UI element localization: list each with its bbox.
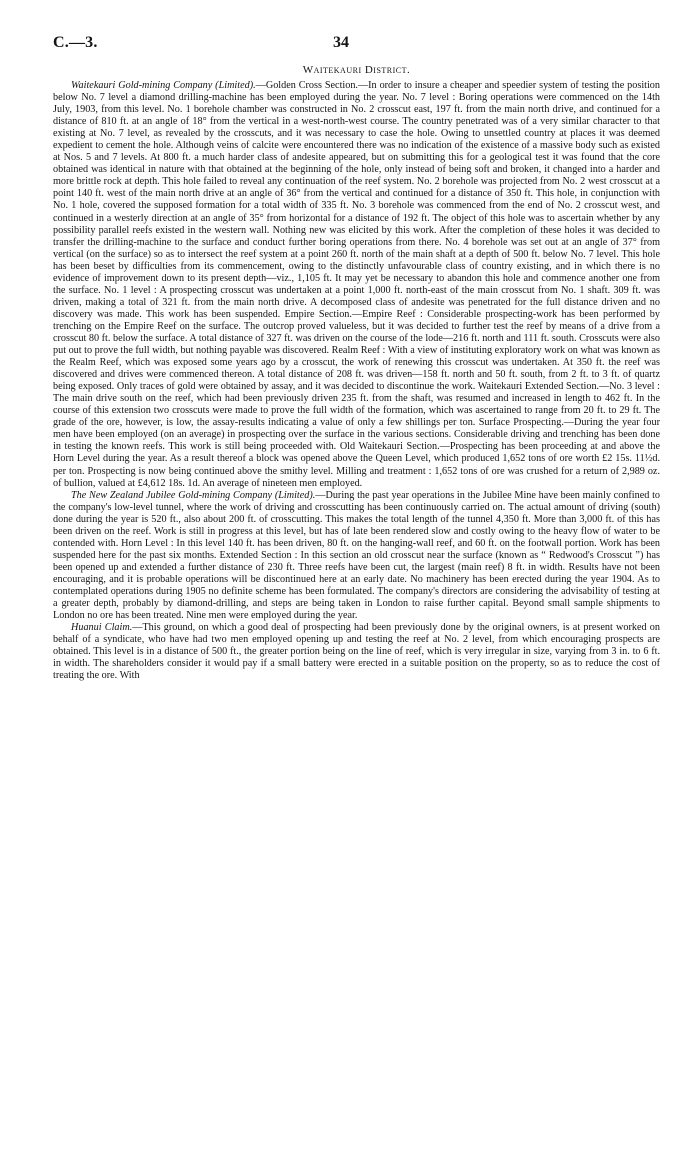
page-header (53, 0, 660, 50)
paragraph-waitekauri (53, 80, 660, 490)
paragraph-jubilee (53, 490, 660, 623)
paragraph-body: —During the past year operations in the Jubilee Mine have been mainly confined to the company's low-level tunnel, where the work of driving and crosscutting has been continuously carried on. The actual amount of driving (south) done during the year is 520 ft., also about 200 ft. of crosscutting. This makes the total length of the tunnel 4,350 ft. More than 3,000 ft. of this has been driven on the reef. Work is still in progress at this level, but has of late been rendered slow and costly owing to the heavy flow of water to be contended with. Horn Level : In this level 140 ft. has been driven, 80 ft. on the hanging-wall reef, and 60 ft. on the footwall portion. Work has been suspended here for the past six months. Extended Section : In this section an old crosscut near the surface (known as “ Redwood's Crosscut ”) has been opened up and extended a further distance of 230 ft. Three reefs have been cut, the largest (main reef) 8 ft. in width. Results have not been encouraging, and it is probable operations will be discontinued here at an early date. No machinery has been erected during the year 1904. As to contemplated operations during 1905 no definite scheme has been formulated. The company's directors are considering the advisability of testing at a greater depth, probably by diamond-drilling, and steps are being taken in London to raise further capital. Beyond small sample shipments to London no ore has been treated. Nine men were employed during the year. (53, 489, 660, 622)
paragraph-body: —This ground, on which a good deal of prospecting had been previously done by the original owners, is at present worked on behalf of a syndicate, who have had two men employed opening up and testing the reef at No. 2 level, from which encouraging prospects are obtained. This level is in a distance of 500 ft., the greater portion being on the line of reef, which is very irregular in size, varying from 3 in. to 6 ft. in width. The shareholders consider it would pay if a small battery were erected in a suitable position on the property, so as to reduce the cost of treating the ore. With (53, 622, 660, 682)
document-code: C.—3. (53, 34, 98, 51)
section-heading: Waitekauri District. (302, 64, 411, 76)
page-number: 34 (333, 34, 349, 51)
paragraph-lead: Waitekauri Gold-mining Company (Limited). (71, 80, 256, 91)
paragraph-body: —Golden Cross Section.—In order to insure a cheaper and speedier system of testing the position below No. 7 level a diamond drilling-machine has been employed during the year. No. 7 level : Boring operations were commenced on the 14th July, 1903, from this level. No. 1 borehole chamber was constructed in No. 2 crosscut east, 197 ft. from the main north drive, and continued for a distance of 810 ft. at an angle of 18° from the vertical in a west-north-west course. The country penetrated was of a very similar character to that existing at No. 7 level, as revealed by the crosscuts, and it was necessary to case the hole. Owing to unsettled country at places it was deemed expedient to cement the hole. Although veins of calcite were encountered there was no indication of the existence of a massive body such as existed at Nos. 5 and 7 levels. At 800 ft. a much harder class of andesite appeared, but on submitting this for a geological test it was found that the core obtained was identical in nature with that obtained at the beginning of the hole, only instead of being soft and broken, it changed into a harder and more brittle rock at depth. This hole failed to reveal any continuation of the reef system. No. 2 borehole was projected from No. 2 west crosscut at a point 140 ft. west of the main north drive at an angle of 36° from the vertical and continued for a distance of 350 ft. This hole, in conjunction with No. 1 hole, covered the supposed formation for a total width of 335 ft. No. 3 borehole was commenced from the end of No. 2 crosscut west, and continued in a westerly direction at an angle of 35° from horizontal for a distance of 192 ft. The object of this hole was to ascertain whether by any possibility parallel reefs existed in the western wall. Nothing new was elicited by this work. After the completion of these holes it was decided to transfer the drilling-machine to the surface and conduct further boring operations from there. No. 4 borehole was set out at an angle of 37° from vertical (on the surface) so as to intersect the reef system at a point 260 ft. north of the main shaft at a depth of 500 ft. below No. 7 level. This hole has been beset by difficulties from its commencement, owing to the distinctly unfavourable class of country existing, and in which there is no evidence of improvement down to its present depth—viz., 1,105 ft. It may yet be necessary to abandon this hole and commence another one from the surface. No. 1 level : A prospecting crosscut was undertaken at a point 1,000 ft. north-east of the main crosscut from No. 1 shaft. 309 ft. was driven, making a total of 321 ft. from the main north drive. A decomposed class of andesite was penetrated for the full distance driven and no discovery was made. This work has been suspended. Empire Section.—Empire Reef : Considerable prospecting-work has been performed by trenching on the Empire Reef on the surface. The outcrop proved valueless, but it was decided to further test the reef by means of a drive from a crosscut 80 ft. below the surface. A total distance of 327 ft. was driven on the course of the lode—216 ft. north and 111 ft. south. Crosscuts were also put out to prove the full width, but nothing payable was discovered. Realm Reef : With a view of instituting exploratory work on what was known as the Realm Reef, which was exposed some years ago by a crosscut, the work of renewing this crosscut was undertaken. At 350 ft. the reef was discovered and drives were commenced thereon. A total distance of 208 ft. was driven—158 ft. north and 50 ft. south, from 2 ft. to 3 ft. of quartz being exposed. Only traces of gold were obtained by assay, and it was decided to discontinue the work. Waitekauri Extended Section.—No. 3 level : The main drive south on the reef, which had been previously driven 235 ft. from the shaft, was resumed and increased in length to 462 ft. In the course of this extension two crosscuts were made to prove the full width of the formation, which was ascertained to range from 20 ft. to 29 ft. The grade of the ore, however, is low, the assay-results indicating a value of only a few shillings per ton. Surface Prospecting.—During the year four men have been employed (on an average) in prospecting over the surface in the various sections. Considerable driving and trenching has been done in testing the known reefs. This work is still being proceeded with. Old Waitekauri Section.—Prospecting has been proceeding at and above the Horn Level during the year. As a result thereof a block was opened above the Queen Level, which produced 1,652 tons of ore worth £2 15s. 11½d. per ton. Prospecting is now being continued above the smithy level. Milling and treatment : 1,652 tons of ore was crushed for a return of 2,989 oz. of bullion, valued at £4,612 18s. 1d. An average of nineteen men employed. (53, 80, 660, 489)
paragraph-lead: Huanui Claim. (71, 622, 133, 634)
paragraph-lead: The New Zealand Jubilee Gold-mining Company (Limited). (71, 489, 316, 501)
paragraph-huanui (53, 622, 660, 682)
